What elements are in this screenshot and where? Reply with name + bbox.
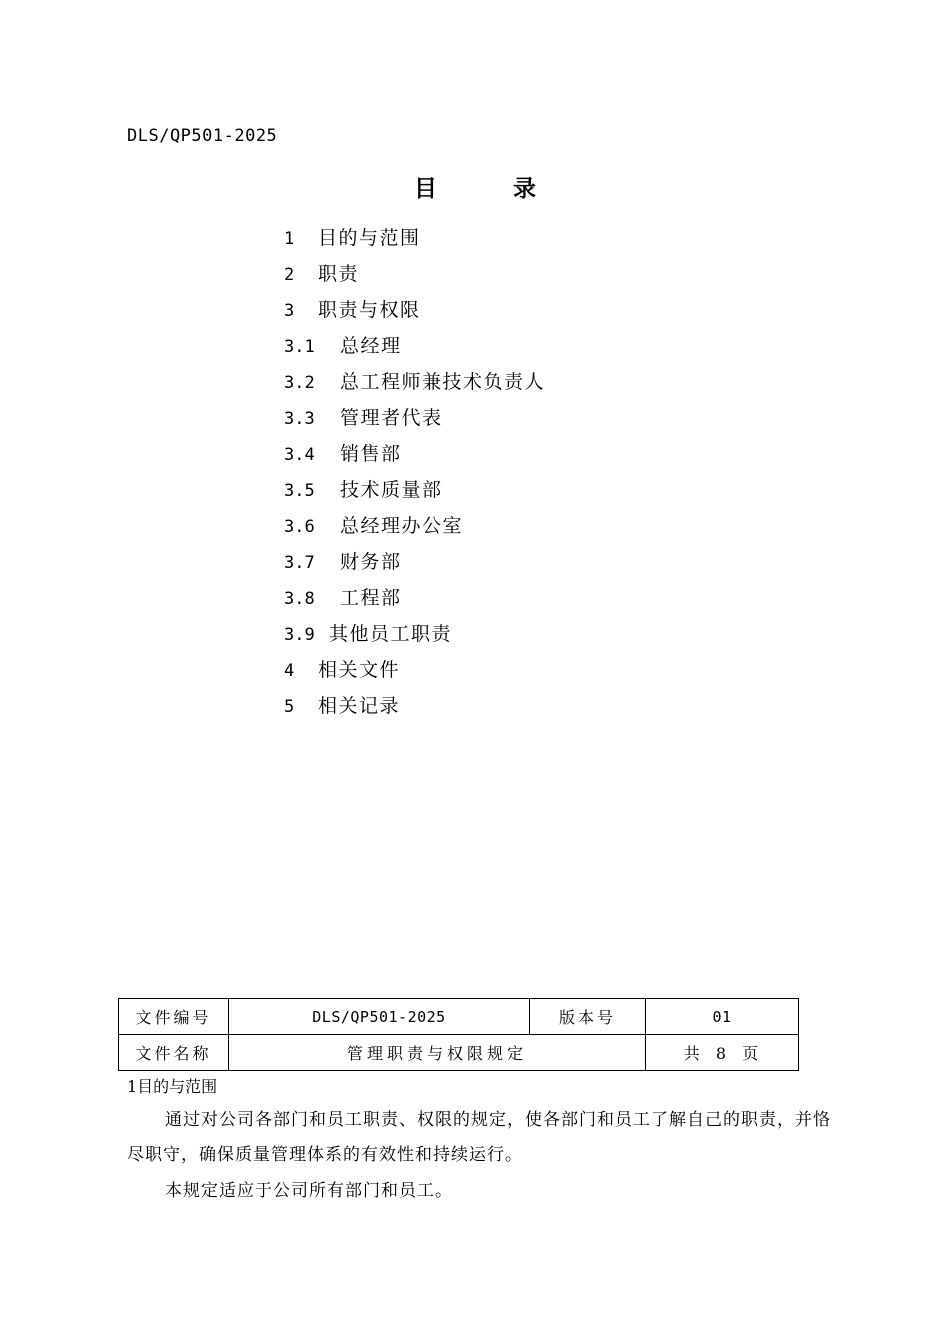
toc-item-number: 3.2 [284, 373, 315, 393]
toc-item-label: 目的与范围 [318, 227, 421, 249]
toc-item-label: 总经理办公室 [340, 515, 464, 537]
toc-item-label: 相关文件 [318, 659, 401, 681]
doc-no-value: DLS/QP501-2025 [229, 999, 530, 1035]
toc-item-3-6 [284, 508, 545, 544]
table-row [119, 1035, 799, 1071]
toc-item-label: 管理者代表 [340, 407, 443, 429]
toc-item-number: 1 [284, 229, 295, 249]
document-code: DLS/QP501-2025 [127, 126, 278, 146]
toc-item-label: 其他员工职责 [329, 623, 453, 645]
paragraph-purpose: 通过对公司各部门和员工职责、权限的规定，使各部门和员工了解自己的职责，并恪尽职守，确保质量管理体系的有效性和持续运行。 [127, 1110, 831, 1165]
toc-item-number: 3.1 [284, 337, 315, 357]
toc-item-3-1 [284, 328, 545, 364]
toc-item-label: 职责 [318, 263, 360, 285]
toc-item-label: 总经理 [340, 335, 402, 357]
doc-no-label: 文件编号 [119, 999, 229, 1035]
toc-item-number: 5 [284, 697, 295, 717]
toc-list [284, 220, 545, 724]
toc-item-label: 工程部 [340, 587, 402, 609]
table-row [119, 999, 799, 1035]
toc-item-label: 财务部 [340, 551, 402, 573]
toc-item-2 [284, 256, 545, 292]
toc-item-number: 3.4 [284, 445, 315, 465]
toc-item-3-4 [284, 436, 545, 472]
toc-item-1 [284, 220, 545, 256]
toc-title: 目 录 [413, 176, 570, 202]
toc-item-5 [284, 688, 545, 724]
toc-item-number: 4 [284, 661, 295, 681]
toc-item-number: 3.6 [284, 517, 315, 537]
toc-item-3-9 [284, 616, 545, 652]
toc-item-number: 3.3 [284, 409, 315, 429]
toc-item-label: 销售部 [340, 443, 402, 465]
toc-item-number: 2 [284, 265, 295, 285]
version-label: 版本号 [530, 999, 646, 1035]
toc-item-4 [284, 652, 545, 688]
toc-item-3-5 [284, 472, 545, 508]
toc-item-label: 相关记录 [318, 695, 401, 717]
page-count: 共 8 页 [646, 1035, 799, 1071]
toc-item-number: 3 [284, 301, 295, 321]
paragraph-scope: 本规定适应于公司所有部门和员工。 [165, 1181, 453, 1201]
toc-item-number: 3.5 [284, 481, 315, 501]
toc-item-label: 总工程师兼技术负责人 [340, 371, 546, 393]
toc-item-label: 技术质量部 [340, 479, 443, 501]
toc-item-label: 职责与权限 [318, 299, 421, 321]
toc-item-3-3 [284, 400, 545, 436]
section-heading-purpose-scope: 1目的与范围 [127, 1077, 218, 1096]
toc-item-number: 3.9 [284, 625, 315, 645]
toc-item-3-8 [284, 580, 545, 616]
toc-item-3 [284, 292, 545, 328]
document-info-table [118, 998, 799, 1071]
doc-name-label: 文件名称 [119, 1035, 229, 1071]
doc-name-value: 管理职责与权限规定 [229, 1035, 646, 1071]
toc-item-3-2 [284, 364, 545, 400]
version-value: 01 [646, 999, 799, 1035]
toc-item-3-7 [284, 544, 545, 580]
toc-item-number: 3.8 [284, 589, 315, 609]
toc-item-number: 3.7 [284, 553, 315, 573]
